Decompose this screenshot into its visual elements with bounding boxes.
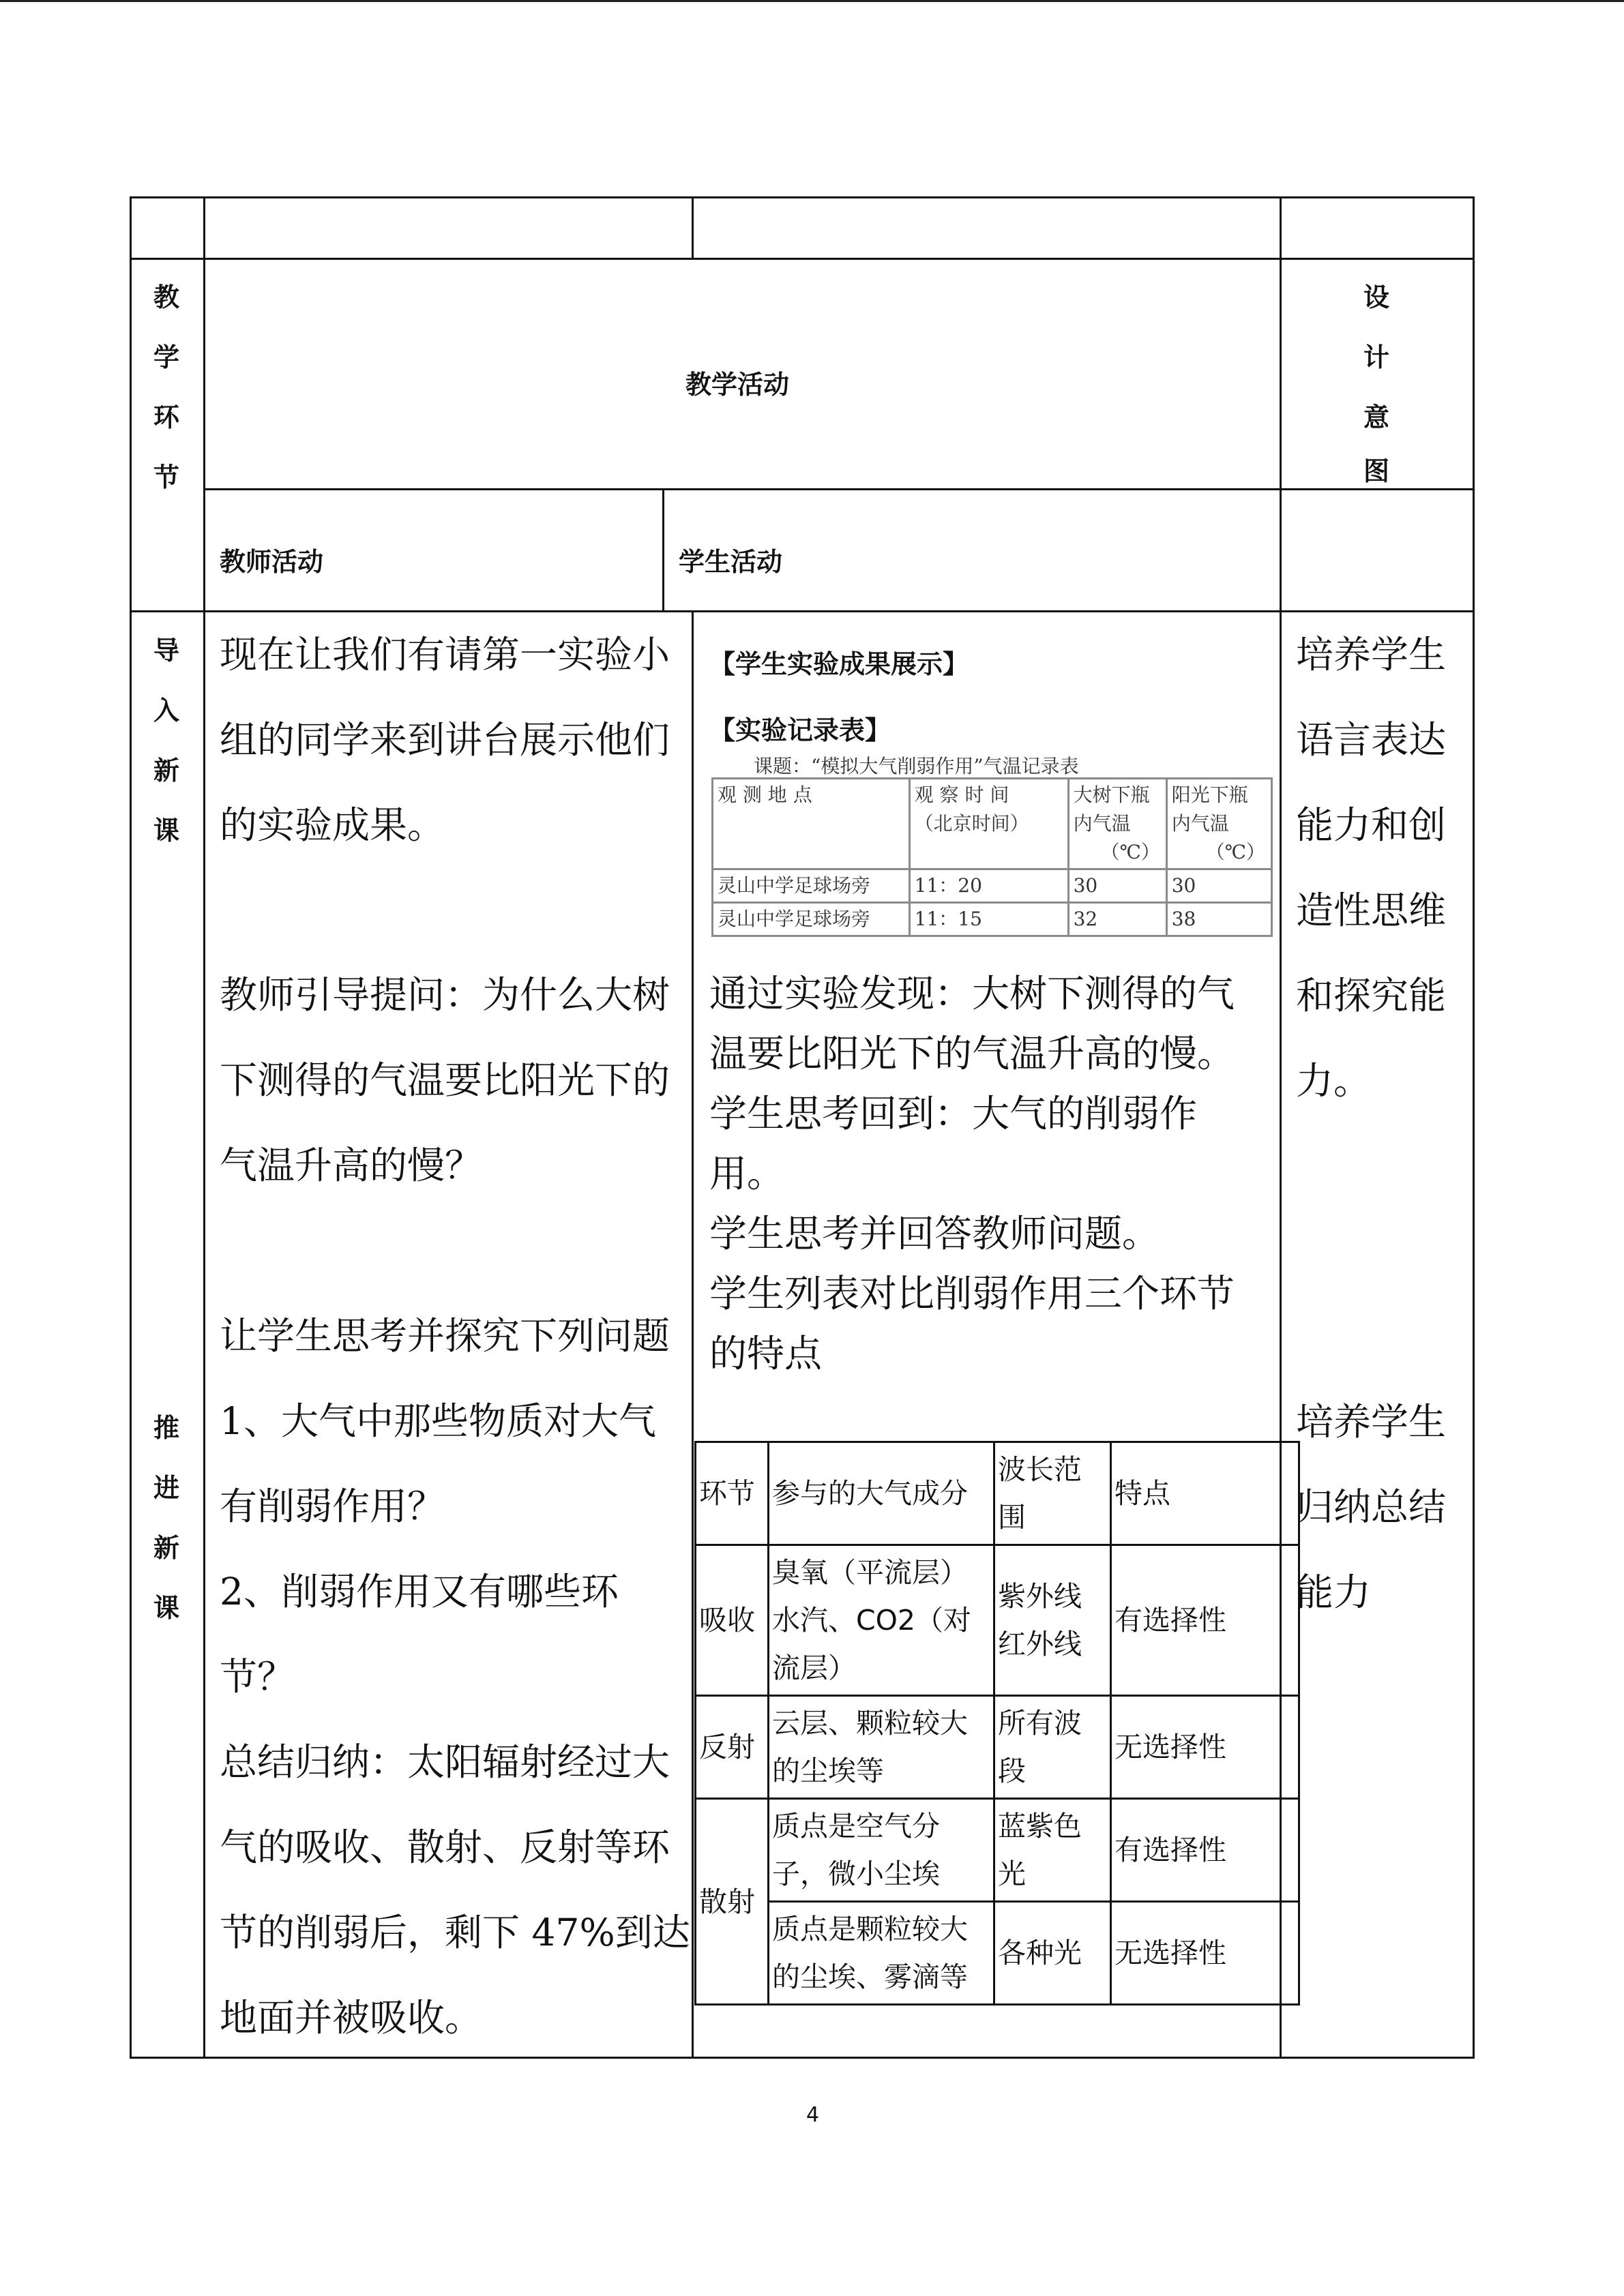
record-col-sun-unit: （℃） [1205, 841, 1266, 863]
intro-label-char: 入 [153, 695, 179, 726]
design-intent-text: 培养学生归纳总结能力 [1296, 1400, 1447, 1614]
design-intent-1 [1296, 612, 1460, 1124]
record-col-tree-label: 大树下瓶内气温 [1073, 784, 1150, 835]
table-line [692, 610, 694, 2059]
record-col-sun-label: 阳光下瓶内气温 [1171, 784, 1248, 835]
table-line [1473, 196, 1475, 2059]
student-text: 学生列表对比削弱作用三个环节的特点 [709, 1272, 1235, 1375]
table-cell: 有选择性 [1111, 1545, 1299, 1696]
teacher-summary: 总结归纳：太阳辐射经过大气的吸收、散射、反射等环节的削弱后，剩下 47%到达地面并被吸收。 [220, 1740, 690, 2040]
design-label-char: 计 [1363, 342, 1389, 372]
table-row [696, 1442, 1299, 1545]
table-row [696, 1696, 1299, 1799]
record-label: 【实验记录表】 [709, 715, 891, 745]
teacher-text: 让学生思考并探究下列问题 [220, 1314, 670, 1358]
record-col-location-label: 观 测 地 点 [718, 784, 812, 806]
table-cell: 无选择性 [1111, 1696, 1299, 1799]
table-header-cell: 波长范围 [994, 1442, 1111, 1545]
student-column-header: 学生活动 [679, 546, 783, 577]
student-text: 学生思考回到：大气的削弱作用。 [709, 1092, 1198, 1195]
record-cell: 30 [1166, 869, 1271, 903]
table-header-cell: 环节 [696, 1442, 769, 1545]
record-col-tree-unit: （℃） [1100, 841, 1160, 863]
record-cell: 11：15 [909, 903, 1068, 936]
teacher-para-1 [220, 612, 683, 868]
design-intent-text: 培养学生语言表达能力和创造性思维和探究能力。 [1296, 633, 1447, 1103]
table-cell: 所有波段 [994, 1696, 1111, 1799]
table-cell: 质点是颗粒较大的尘埃、雾滴等 [769, 1902, 994, 2005]
table-cell: 蓝紫色光 [994, 1799, 1111, 1902]
table-cell: 各种光 [994, 1902, 1111, 2005]
intro-label-char: 新 [153, 755, 179, 786]
student-notes [709, 964, 1255, 1384]
advance-label-char: 进 [153, 1472, 179, 1503]
record-col-sun [1166, 779, 1271, 869]
advance-label-char: 推 [153, 1412, 179, 1443]
record-table-title: 课题：“模拟大气削弱作用”气温记录表 [754, 755, 1079, 777]
table-line [130, 258, 1475, 260]
record-col-time-label: 观 察 时 间 [914, 784, 1009, 806]
design-intent-2 [1296, 1380, 1460, 1635]
table-cell: 反射 [696, 1696, 769, 1799]
record-cell: 灵山中学足球场旁 [713, 869, 910, 903]
section-label-char: 教 [153, 282, 179, 312]
student-text: 学生思考并回答教师问题。 [709, 1212, 1160, 1255]
table-cell: 质点是空气分子，微小尘埃 [769, 1799, 994, 1902]
table-row [696, 1545, 1299, 1696]
table-header-cell: 参与的大气成分 [769, 1442, 994, 1545]
intro-label-char: 课 [153, 815, 179, 846]
table-cell: 有选择性 [1111, 1799, 1299, 1902]
section-label [139, 267, 194, 507]
table-cell: 臭氧（平流层）水汽、CO2（对流层） [769, 1545, 994, 1696]
teacher-question-2: 2、削弱作用又有哪些环节？ [220, 1570, 619, 1699]
student-text: 通过实验发现：大树下测得的气温要比阳光下的气温升高的慢。 [709, 972, 1235, 1075]
record-col-location [713, 779, 910, 869]
table-line [203, 488, 1475, 490]
design-label-char: 意 [1363, 402, 1389, 432]
teacher-text: 现在让我们有请第一实验小组的同学来到讲台展示他们的实验成果。 [220, 633, 670, 847]
design-label-char: 设 [1363, 282, 1389, 312]
teacher-para-2 [220, 953, 683, 1208]
advance-label-char: 课 [153, 1592, 179, 1623]
table-line [130, 196, 1475, 198]
table-cell: 散射 [696, 1799, 769, 2005]
showcase-label: 【学生实验成果展示】 [709, 649, 969, 679]
table-row [696, 1799, 1299, 1902]
table-cell: 云层、颗粒较大的尘埃等 [769, 1696, 994, 1799]
design-label-char: 图 [1363, 456, 1389, 486]
design-label [1349, 267, 1404, 495]
table-line [203, 196, 205, 2059]
intro-label-char: 导 [153, 635, 179, 666]
table-line [130, 196, 132, 2059]
record-col-time [909, 779, 1068, 869]
page-top-border [0, 0, 1624, 2]
record-cell: 11：20 [909, 869, 1068, 903]
table-line [662, 488, 664, 612]
section-label-char: 环 [153, 402, 179, 432]
record-cell: 38 [1166, 903, 1271, 936]
table-header-cell: 特点 [1111, 1442, 1299, 1545]
advance-section-label [139, 1398, 194, 1638]
page-number: 4 [806, 2103, 820, 2127]
table-line [692, 196, 694, 259]
table-cell: 吸收 [696, 1545, 769, 1696]
teacher-text: 教师引导提问：为什么大树下测得的气温要比阳光下的气温升高的慢？ [220, 973, 670, 1187]
teacher-para-3 [220, 1294, 690, 2061]
record-cell: 灵山中学足球场旁 [713, 903, 910, 936]
experiment-record-table [711, 777, 1273, 937]
table-row [713, 903, 1272, 936]
attenuation-comparison-table [694, 1441, 1300, 2006]
table-row [696, 1902, 1299, 2005]
record-cell: 32 [1068, 903, 1166, 936]
section-label-char: 节 [153, 462, 179, 492]
section-label-char: 学 [153, 342, 179, 372]
advance-label-char: 新 [153, 1532, 179, 1563]
table-cell: 无选择性 [1111, 1902, 1299, 2005]
table-row [713, 869, 1272, 903]
table-cell: 紫外线红外线 [994, 1545, 1111, 1696]
intro-section-label [139, 621, 194, 861]
table-row [713, 779, 1272, 869]
record-col-time-sub: （北京时间） [914, 812, 1029, 835]
teacher-question-1: 1、大气中那些物质对大气有削弱作用？ [220, 1399, 656, 1528]
record-cell: 30 [1068, 869, 1166, 903]
activity-title: 教学活动 [685, 369, 790, 400]
record-col-tree [1068, 779, 1166, 869]
teacher-column-header: 教师活动 [220, 546, 324, 577]
